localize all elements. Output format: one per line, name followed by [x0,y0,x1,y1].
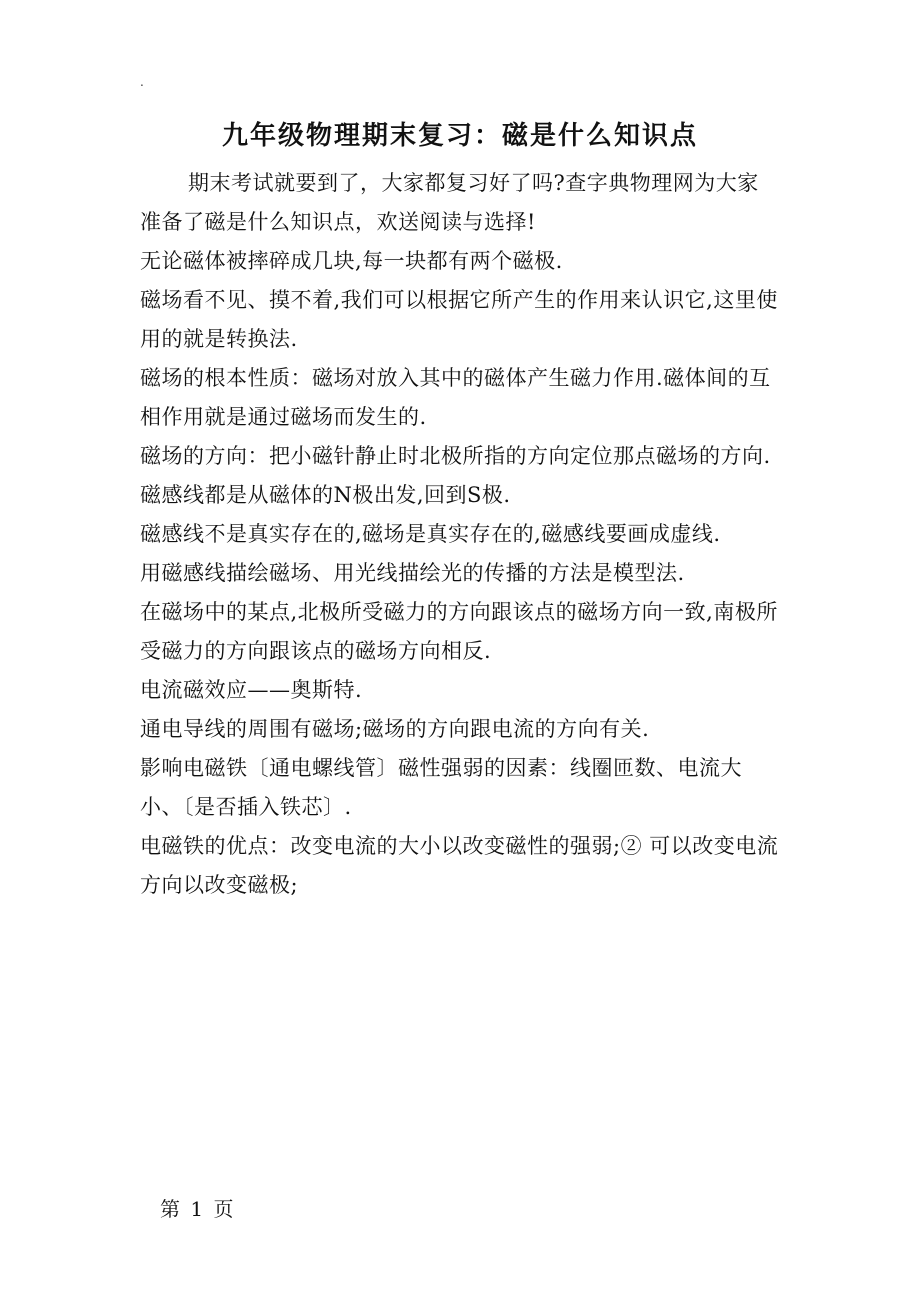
paragraph-field-lines-direction: 磁感线都是从磁体的N极出发,回到S极. [140,483,511,507]
paragraph-model-method: 用磁感线描绘磁场、用光线描绘光的传播的方法是模型法. [140,561,685,585]
paragraph-basic-property: 磁场的根本性质：磁场对放入其中的磁体产生磁力作用.磁体间的互相作用就是通过磁场而发生的. [140,366,771,429]
paragraph-conversion-method: 磁场看不见、摸不着,我们可以根据它所产生的作用来认识它,这里使用的就是转换法. [140,288,778,351]
top-mark: . [140,75,144,89]
paragraph-electromagnet-factors: 影响电磁铁〔通电螺线管〕磁性强弱的因素：线圈匝数、电流大小、〔是否插入铁芯〕. [140,756,742,819]
document-body [140,164,780,905]
paragraph-field-lines-not-real: 磁感线不是真实存在的,磁场是真实存在的,磁感线要画成虚线. [140,522,721,546]
paragraph-oersted: 电流磁效应——奥斯特. [140,678,363,702]
paragraph-field-direction: 磁场的方向：把小磁针静止时北极所指的方向定位那点磁场的方向. [140,444,771,468]
paragraph-magnetic-poles: 无论磁体被摔碎成几块,每一块都有两个磁极. [140,249,563,273]
paragraph-electromagnet-advantages: 电磁铁的优点：改变电流的大小以改变磁性的强弱;② 可以改变电流方向以改变磁极; [140,834,779,897]
paragraph-force-direction: 在磁场中的某点,北极所受磁力的方向跟该点的磁场方向一致,南极所受磁力的方向跟该点的磁场方向相反. [140,600,778,663]
paragraph-current-field: 通电导线的周围有磁场;磁场的方向跟电流的方向有关. [140,717,650,741]
document-title: 九年级物理期末复习：磁是什么知识点 [221,121,698,151]
paragraph-intro: 期末考试就要到了，大家都复习好了吗?查字典物理网为大家准备了磁是什么知识点，欢送阅读与选择! [140,171,759,234]
page-number: 第 1 页 [160,1197,236,1221]
